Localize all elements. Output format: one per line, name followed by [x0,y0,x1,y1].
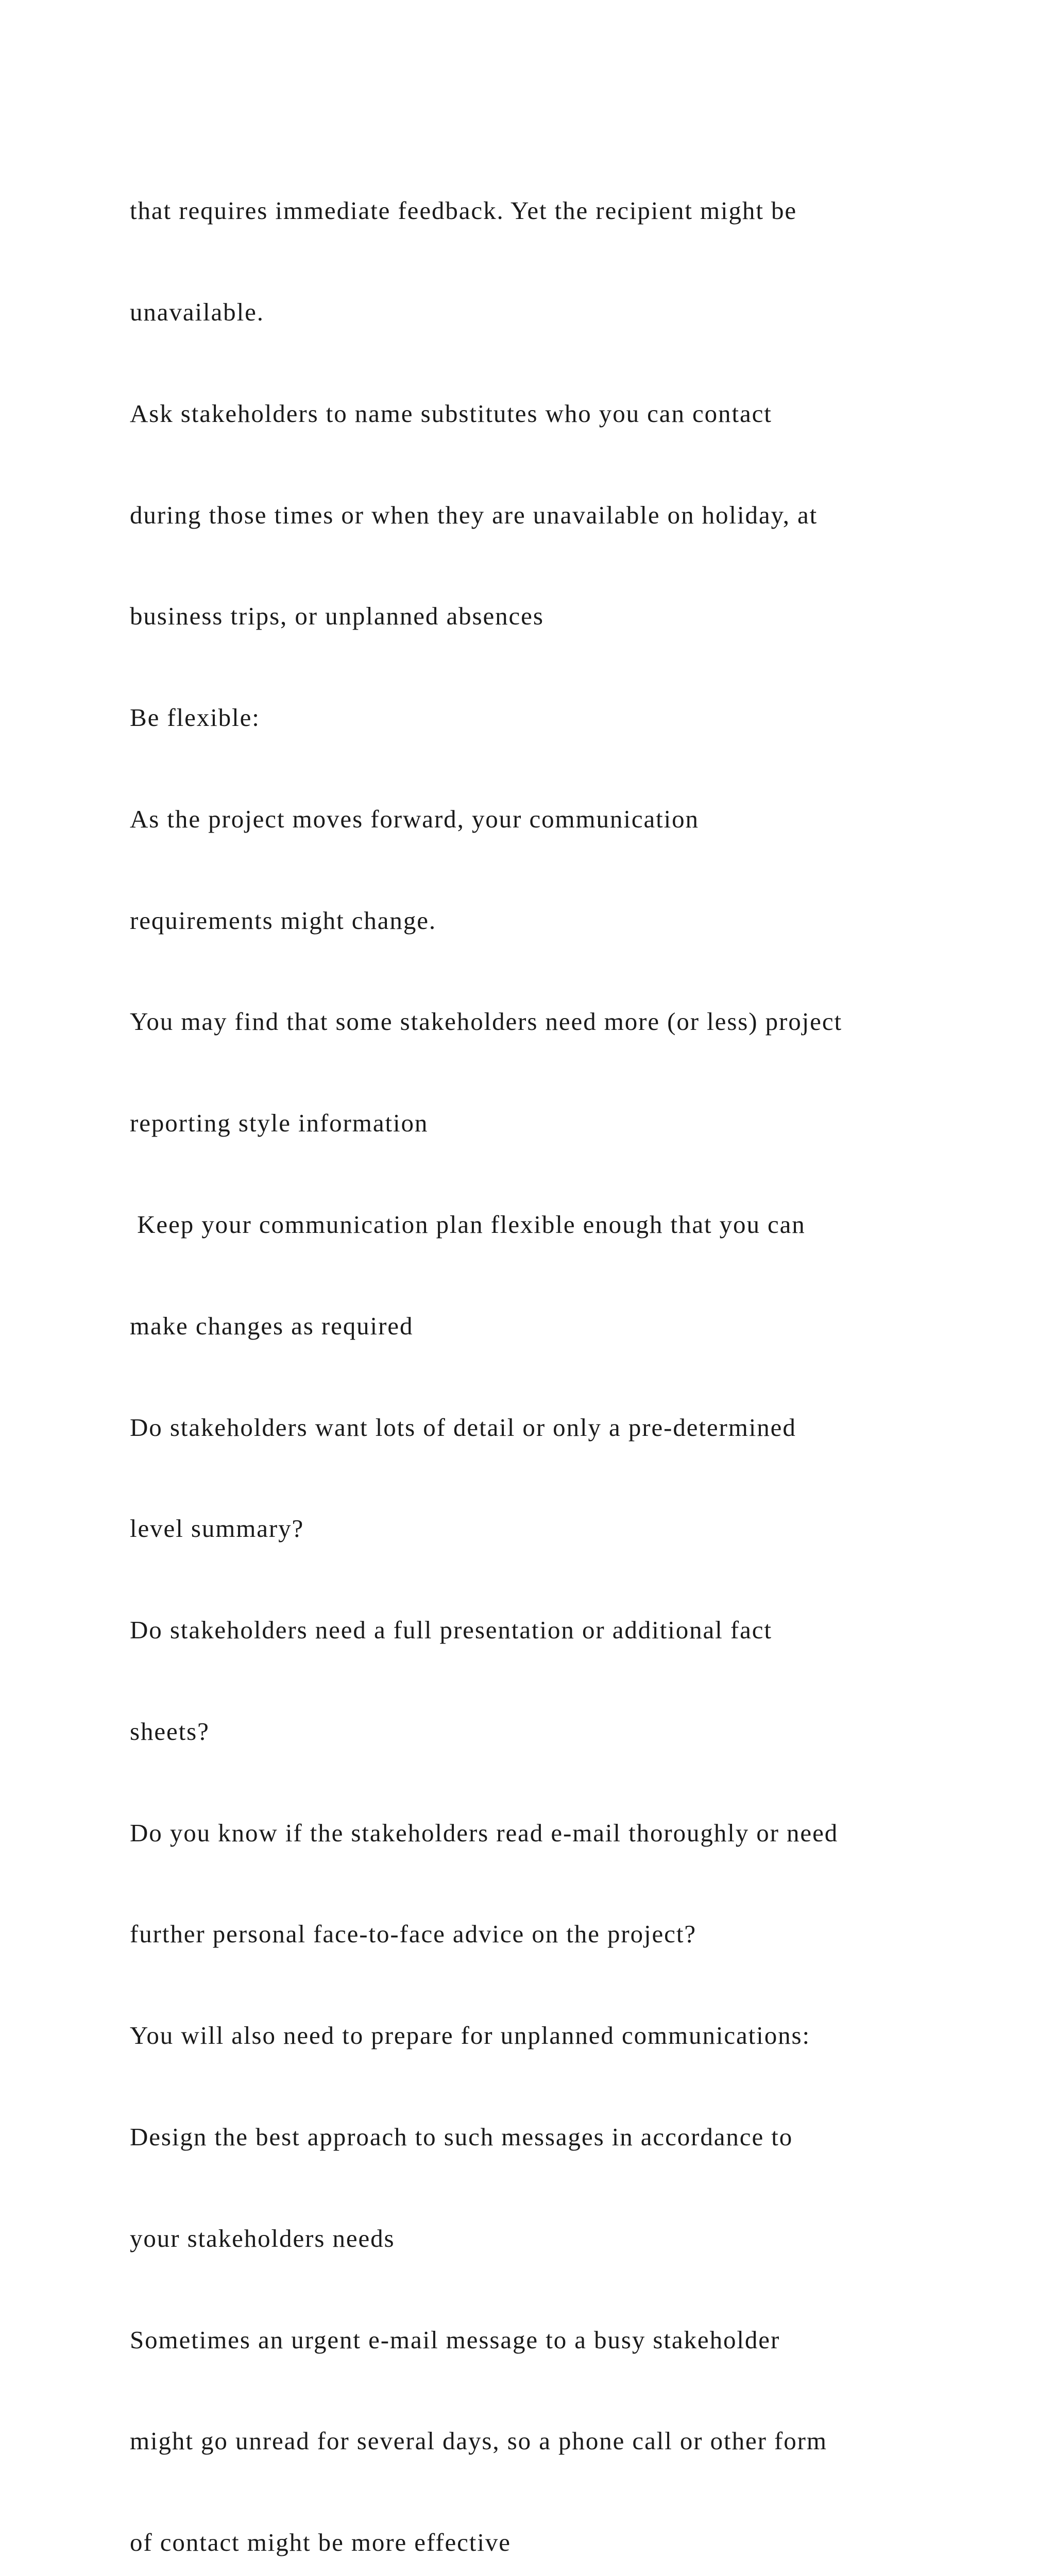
text-line: make changes as required [130,1311,414,1340]
text-line: of contact might be more effective [130,2528,511,2557]
text-line: your stakeholders needs [130,2224,395,2252]
text-line: requirements might change. [130,906,437,935]
text-line: unavailable. [130,297,264,326]
text-line: Do stakeholders need a full presentation or additional fact [130,1616,772,1645]
text-line: Keep your communication plan flexible enough that you can [130,1210,806,1239]
text-line: You may find that some stakeholders need more (or less) project [130,1007,842,1036]
text-line: might go unread for several days, so a phone call or other form [130,2427,827,2455]
text-line: You will also need to prepare for unplanned communications: [130,2021,810,2050]
text-line: Design the best approach to such messages in accordance to [130,2123,793,2151]
text-line: during those times or when they are unavailable on holiday, at [130,500,818,529]
text-line: Do stakeholders want lots of detail or only a pre-determined [130,1413,796,1442]
document-body-text [130,126,975,2576]
text-line: that requires immediate feedback. Yet the recipient might be [130,196,797,225]
text-line: Sometimes an urgent e-mail message to a busy stakeholder [130,2325,780,2354]
text-line: reporting style information [130,1109,429,1138]
text-line: business trips, or unplanned absences [130,602,544,631]
text-line: sheets? [130,1717,210,1745]
text-line: further personal face-to-face advice on the project? [130,1920,696,1948]
text-line: As the project moves forward, your communication [130,804,699,833]
text-line: Do you know if the stakeholders read e-mail thoroughly or need [130,1818,839,1847]
text-line: level summary? [130,1514,304,1543]
text-line: Be flexible: [130,703,260,732]
text-line: Ask stakeholders to name substitutes who you can contact [130,399,772,428]
